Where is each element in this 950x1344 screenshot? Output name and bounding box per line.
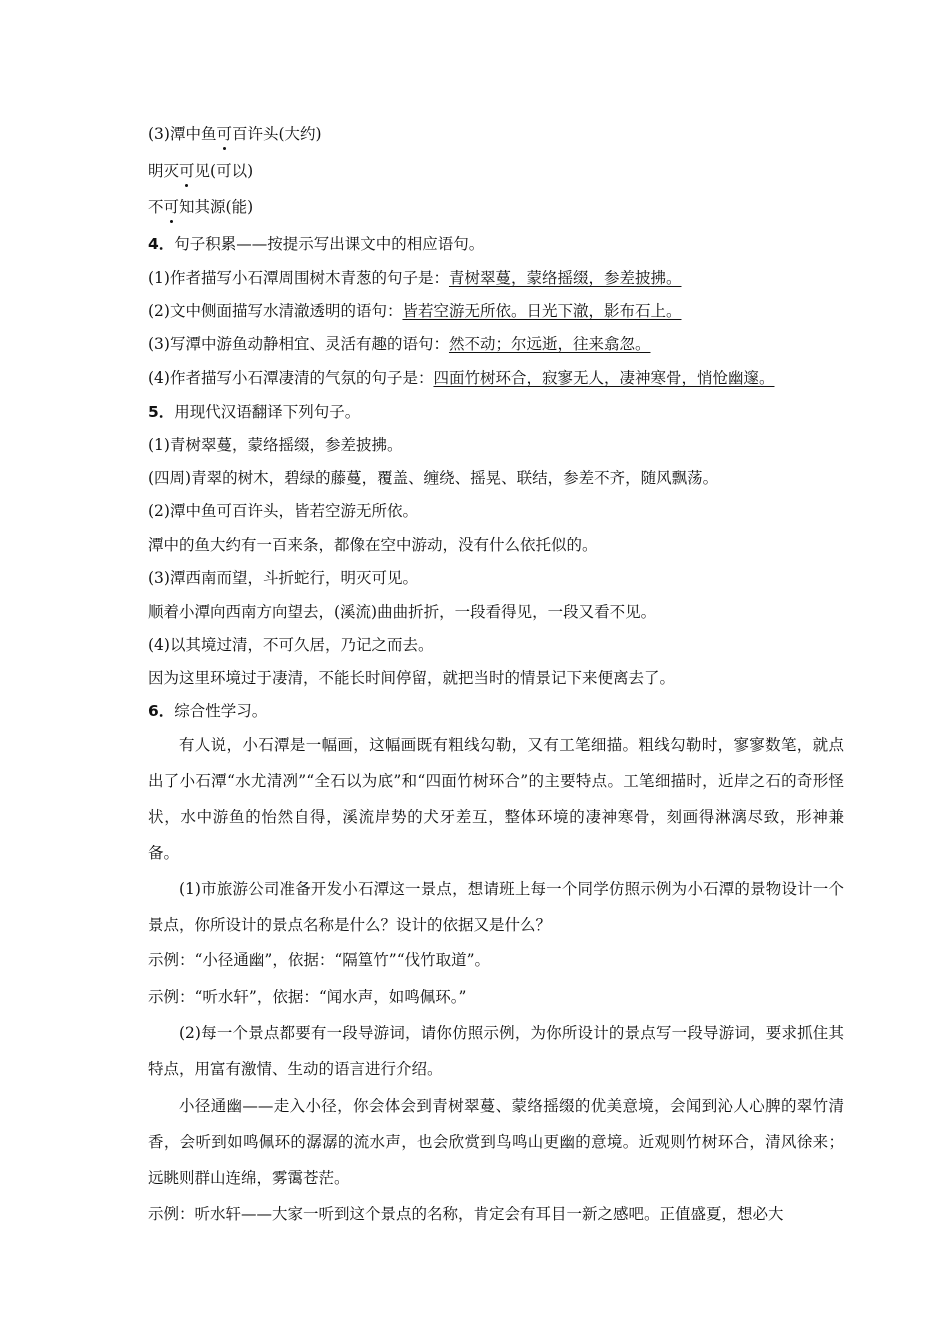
q4-answer: 然不动；尔远逝，往来翕忽。: [448, 335, 651, 353]
q5-translation-3: 顺着小潭向西南方向望去，(溪流)曲曲折折，一段看得见，一段又看不见。: [148, 603, 657, 621]
vocab-text: 明灭: [148, 162, 180, 180]
q6-subquestion-2: (2)每一个景点都要有一段导游词，请你仿照示例，为你所设计的景点写一段导游词，要求抓住其特点，用富有激情、生动的语言进行介绍。: [148, 1024, 844, 1078]
q6-intro-paragraph: 有人说，小石潭是一幅画，这幅画既有粗线勾勒，又有工笔细描。粗线勾勒时，寥寥数笔，就点出了小石潭“水尤清冽”“全石以为底”和“四面竹树环合”的主要特点。工笔细描时，近岸之石的奇形怪状，水中游鱼的怡然自得，溪流岸势的犬牙差互，整体环境的凄神寒骨，刻画得淋漓尽致，形神兼备。: [148, 736, 844, 862]
question-6-heading: [148, 701, 267, 721]
q6-guide-paragraph: 小径通幽——走入小径，你会体会到青树翠蔓、蒙络摇缀的优美意境，会闻到沁人心脾的翠竹清香，会听到如鸣佩环的潺潺的流水声，也会欣赏到鸟鸣山更幽的意境。近观则竹树环合，清风徐来；远眺则群山连绵，雾霭苍茫。: [148, 1097, 844, 1187]
q4-item-1: [148, 268, 681, 288]
vocab-text: 不: [148, 198, 164, 216]
q6-example-1: 示例：“小径通幽”，依据：“隔篁竹”“伐竹取道”。: [148, 951, 491, 969]
q5-original-2: (2)潭中鱼可百许头，皆若空游无所依。: [148, 502, 418, 520]
vocab-text: 知其源(能): [179, 198, 254, 216]
q4-answer: 青树翠蔓，蒙络摇缀，参差披拂。: [448, 269, 682, 287]
q5-original-3: (3)潭西南而望，斗折蛇行，明灭可见。: [148, 569, 418, 587]
q4-item-3: [148, 334, 650, 354]
question-4-heading: [148, 234, 484, 254]
q5-original-1: (1)青树翠蔓，蒙络摇缀，参差披拂。: [148, 436, 403, 454]
q6-subquestion-1: (1)市旅游公司准备开发小石潭这一景点，想请班上每一个同学仿照示例为小石潭的景物设计一个景点，你所设计的景点名称是什么？设计的依据又是什么？: [148, 880, 844, 934]
question-number: 6．: [148, 702, 175, 720]
question-number: 5．: [148, 403, 175, 421]
question-title: 用现代汉语翻译下列句子。: [174, 403, 361, 421]
question-title: 句子积累——按提示写出课文中的相应语句。: [174, 235, 485, 253]
dotted-character: 可: [163, 198, 180, 216]
q4-answer: 四面竹树环合，寂寥无人，凄神寒骨，悄怆幽邃。: [433, 369, 775, 387]
question-number: 4．: [148, 235, 175, 253]
q6-example-2: 示例：“听水轩”，依据：“闻水声，如鸣佩环。”: [148, 988, 467, 1006]
q4-item-4: [148, 368, 774, 388]
q6-example-3: 示例：听水轩——大家一听到这个景点的名称，肯定会有耳目一新之感吧。正值盛夏，想必大: [148, 1205, 784, 1223]
q4-prompt: (4)作者描写小石潭凄清的气氛的句子是：: [148, 369, 434, 387]
dotted-character: 可: [179, 162, 195, 180]
vocab-line-2: [148, 161, 253, 181]
question-5-heading: [148, 402, 360, 422]
q5-translation-4: 因为这里环境过于凄清，不能长时间停留，就把当时的情景记下来便离去了。: [148, 669, 676, 687]
q4-item-2: [148, 301, 681, 321]
q4-prompt: (1)作者描写小石潭周围树木青葱的句子是：: [148, 269, 449, 287]
q5-original-4: (4)以其境过清，不可久居，乃记之而去。: [148, 636, 434, 654]
q4-prompt: (3)写潭中游鱼动静相宜、灵活有趣的语句：: [148, 335, 449, 353]
question-title: 综合性学习。: [174, 702, 268, 720]
q4-answer: 皆若空游无所依。日光下澈，影布石上。: [402, 302, 682, 320]
vocab-text: 见(可以): [194, 162, 254, 180]
vocab-text: 百许头(大约): [231, 125, 322, 143]
vocab-line-1: [148, 124, 322, 144]
q5-translation-2: 潭中的鱼大约有一百来条，都像在空中游动，没有什么依托似的。: [148, 536, 598, 554]
q5-translation-1: (四周)青翠的树木，碧绿的藤蔓，覆盖、缠绕、摇晃、联结，参差不齐，随风飘荡。: [148, 469, 719, 487]
vocab-line-3: [148, 197, 253, 217]
vocab-text: (3)潭中鱼: [148, 125, 217, 143]
dotted-character: 可: [216, 125, 232, 143]
q4-prompt: (2)文中侧面描写水清澈透明的语句：: [148, 302, 403, 320]
